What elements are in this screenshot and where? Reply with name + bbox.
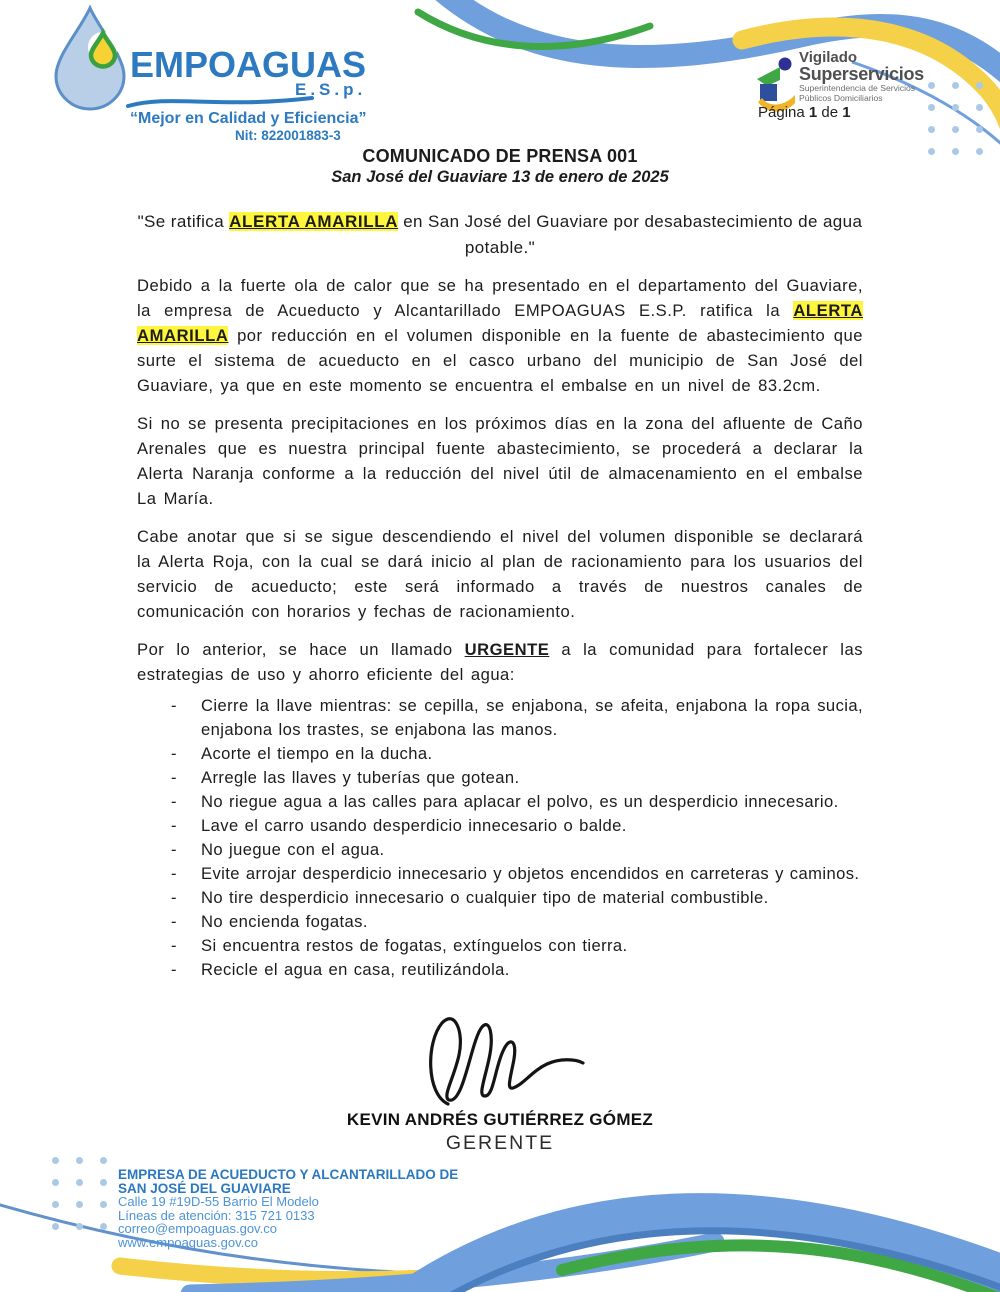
list-item: - Acorte el tiempo en la ducha.	[171, 742, 863, 766]
quote-post: en San José del Guaviare por desabastecimiento de agua potable."	[398, 212, 863, 257]
p4-pre: Por lo anterior, se hace un llamado	[137, 640, 465, 659]
dot-grid-pattern-top-right	[928, 82, 983, 155]
vigilado-line1: Vigilado	[799, 49, 858, 66]
list-item: - No encienda fogatas.	[171, 910, 863, 934]
page-total: 1	[842, 104, 851, 121]
signatory-name: KEVIN ANDRÉS GUTIÉRREZ GÓMEZ	[346, 1110, 654, 1129]
vigilado-sub1: Superintendencia de Servicios	[799, 83, 916, 93]
paragraph-2: Si no se presenta precipitaciones en los próximos días en la zona del afluente de Caño Arenales que es nuestra principal fuente abastecimiento, se procederá a declarar la Alerta Naranja conforme a la reducción del nivel útil de almacenamiento en el embalse La María.	[137, 414, 863, 508]
list-item: - Si encuentra restos de fogatas, extínguelos con tierra.	[171, 934, 863, 958]
page-separator: de	[821, 104, 839, 121]
footer-website: www.empoaguas.gov.co	[118, 1234, 258, 1250]
headline-quote	[137, 209, 863, 261]
page-label: Página	[758, 104, 805, 121]
brand-nit: Nit: 822001883-3	[235, 128, 341, 143]
paragraph-1	[137, 273, 863, 398]
quote-pre: "Se ratifica	[137, 212, 230, 231]
page-indicator	[758, 104, 851, 121]
brand-tagline: “Mejor en Calidad y Eficiencia”	[130, 110, 367, 127]
brand-name: EMPOAGUAS	[130, 44, 367, 85]
list-item: - Recicle el agua en casa, reutilizándola.	[171, 958, 863, 982]
footer-email: correo@empoaguas.gov.co	[118, 1221, 277, 1236]
vigilado-sub2: Públicos Domiciliarios	[799, 93, 883, 103]
superservicios-text	[799, 50, 924, 103]
list-item: - Evite arrojar desperdicio innecesario y objetos encendidos en carreteras y caminos.	[171, 862, 863, 886]
footer-phone: Líneas de atención: 315 721 0133	[118, 1207, 315, 1223]
p1-post: por reducción en el volumen disponible en la fuente de abastecimiento que surte el sistema de acueducto en el casco urbano del municipio de San José del Guaviare, ya que en este momento se encuentra el embalse en un nivel de 83.2cm.	[137, 326, 863, 395]
letter-body	[137, 146, 863, 982]
urgente-emphasis: URGENTE	[464, 640, 550, 659]
footer-company-line2: SAN JOSÉ DEL GUAVIARE	[118, 1180, 291, 1196]
alerta-amarilla-highlight: ALERTA AMARILLA	[137, 301, 863, 345]
dot-grid-pattern-bottom-left	[52, 1157, 107, 1230]
list-item: - Arregle las llaves y tuberías que gotean.	[171, 766, 863, 790]
brand-suffix: E.S.p.	[295, 80, 367, 99]
list-item: - Cierre la llave mientras: se cepilla, se enjabona, se afeita, enjabona la ropa sucia, enjabona los trastes, se enjabona las manos.	[171, 694, 863, 742]
p4-post: a la comunidad para fortalecer las estrategias de uso y ahorro eficiente del agua:	[137, 640, 864, 684]
water-drop-icon	[50, 4, 130, 112]
signatory-role: GERENTE	[445, 1132, 555, 1154]
list-item: - No juegue con el agua.	[171, 838, 863, 862]
water-saving-tips-list	[137, 694, 863, 982]
footer-company-line1: EMPRESA DE ACUEDUCTO Y ALCANTARILLADO DE	[118, 1167, 459, 1182]
list-item: - No tire desperdicio innecesario o cualquier tipo de material combustible.	[171, 886, 863, 910]
list-item: - No riegue agua a las calles para aplacar el polvo, es un desperdicio innecesario.	[171, 790, 863, 814]
document-title: COMUNICADO DE PRENSA 001	[362, 146, 638, 166]
footer-address: Calle 19 #19D-55 Barrio El Modelo	[118, 1194, 319, 1209]
alerta-amarilla-highlight: ALERTA AMARILLA	[229, 212, 399, 231]
page-current: 1	[808, 104, 818, 121]
paragraph-3: Cabe anotar que si se sigue descendiendo el nivel del volumen disponible se declarará la Alerta Roja, con la cual se dará inicio al plan de racionamiento para los usuarios del servicio de acueducto; este será informado a través de nuestros canales de comunicación con horarios y fechas de racionamiento.	[137, 527, 863, 621]
paragraph-4	[137, 637, 863, 687]
footer-contact-block	[118, 1168, 458, 1249]
document-subtitle: San José del Guaviare 13 de enero de 2025	[331, 168, 669, 186]
empoaguas-logo	[50, 4, 410, 144]
p1-pre: Debido a la fuerte ola de calor que se ha presentado en el departamento del Guaviare, la empresa de Acueducto y Alcantarillado EMPOAGUAS E.S.P. ratifica la	[137, 276, 863, 320]
handwritten-signature-icon	[418, 1010, 593, 1112]
vigilado-line2: Superservicios	[799, 64, 924, 84]
brand-wave-icon	[126, 94, 316, 110]
list-item: - Lave el carro usando desperdicio innecesario o balde.	[171, 814, 863, 838]
